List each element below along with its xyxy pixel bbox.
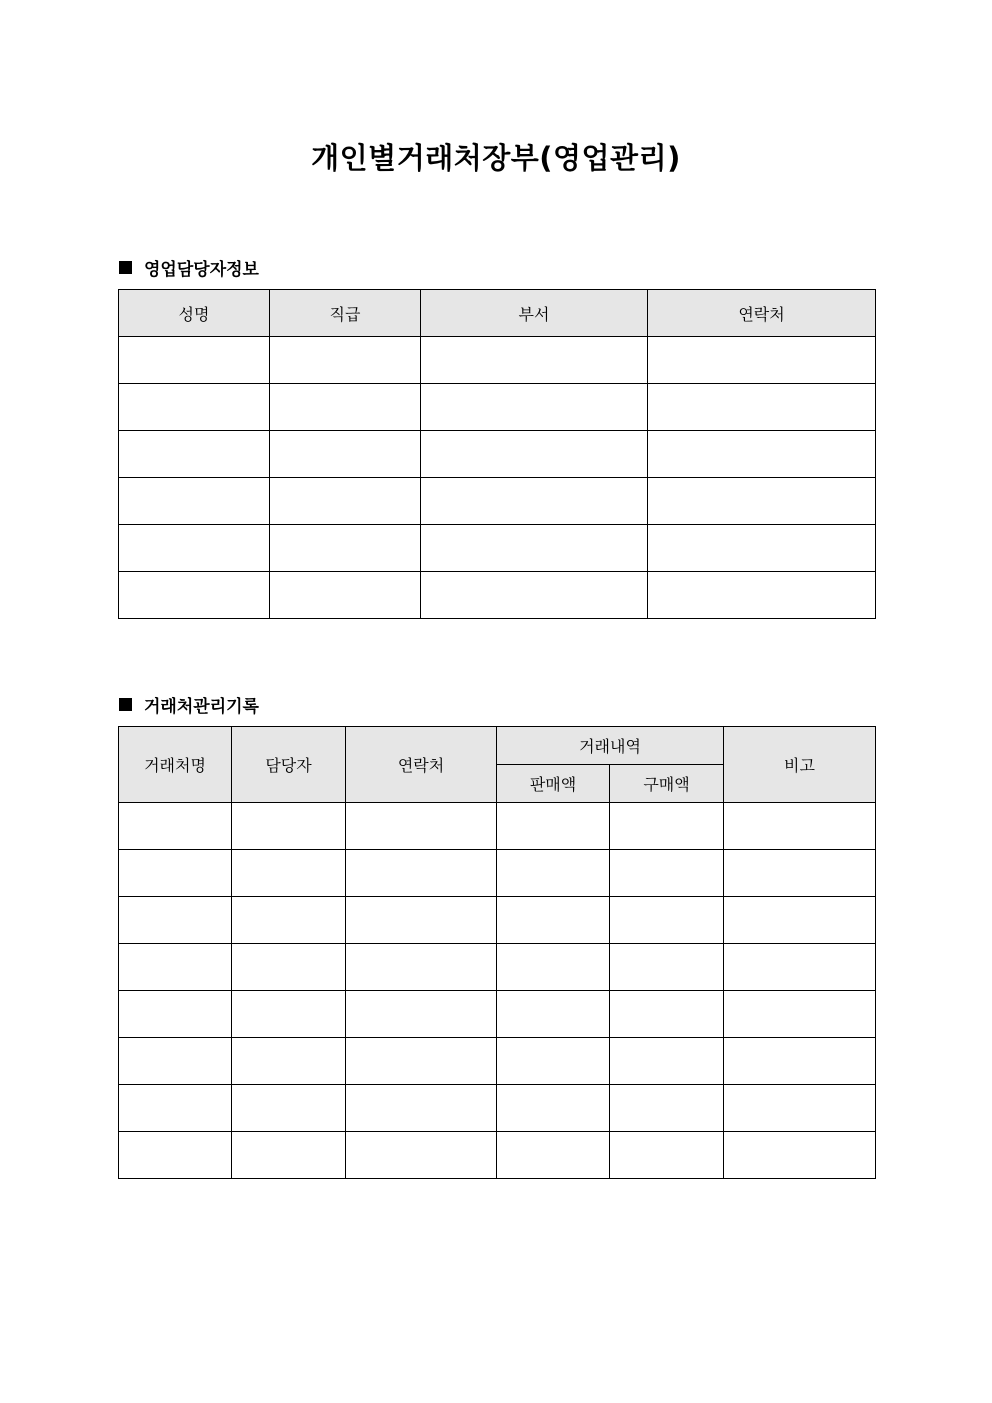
header-remarks: 비고	[724, 727, 876, 803]
table-cell[interactable]	[421, 478, 648, 525]
table-cell[interactable]	[610, 991, 724, 1038]
table-cell[interactable]	[119, 803, 232, 850]
table-cell[interactable]	[232, 850, 346, 897]
table-cell[interactable]	[119, 525, 270, 572]
table-cell[interactable]	[497, 850, 610, 897]
table-cell[interactable]	[119, 1132, 232, 1179]
table-cell[interactable]	[648, 431, 876, 478]
table-cell[interactable]	[119, 897, 232, 944]
header-name: 성명	[119, 290, 270, 337]
table-cell[interactable]	[497, 1085, 610, 1132]
table-cell[interactable]	[119, 944, 232, 991]
table-cell[interactable]	[497, 1038, 610, 1085]
table-cell[interactable]	[648, 384, 876, 431]
header-manager: 담당자	[232, 727, 346, 803]
table-cell[interactable]	[497, 1132, 610, 1179]
header-client-name: 거래처명	[119, 727, 232, 803]
table-cell[interactable]	[119, 1038, 232, 1085]
table-cell[interactable]	[724, 991, 876, 1038]
table-cell[interactable]	[119, 384, 270, 431]
table-row	[119, 572, 876, 619]
sales-rep-table	[118, 289, 876, 619]
table-cell[interactable]	[610, 897, 724, 944]
table-cell[interactable]	[610, 944, 724, 991]
table-row	[119, 384, 876, 431]
table-row	[119, 478, 876, 525]
square-bullet-icon	[119, 698, 132, 711]
table-cell[interactable]	[724, 944, 876, 991]
table-cell[interactable]	[724, 850, 876, 897]
header-contact: 연락처	[648, 290, 876, 337]
table-cell[interactable]	[610, 1038, 724, 1085]
table-cell[interactable]	[497, 944, 610, 991]
section-heading-label: 영업담당자정보	[144, 260, 259, 280]
table-header-row	[119, 727, 876, 765]
table-row	[119, 803, 876, 850]
table-cell[interactable]	[421, 337, 648, 384]
table-cell[interactable]	[119, 478, 270, 525]
table-cell[interactable]	[119, 1085, 232, 1132]
header-department: 부서	[421, 290, 648, 337]
table-row	[119, 431, 876, 478]
table-cell[interactable]	[648, 572, 876, 619]
header-purchases: 구매액	[610, 765, 724, 803]
table-row	[119, 337, 876, 384]
header-contact: 연락처	[346, 727, 497, 803]
table-cell[interactable]	[610, 1085, 724, 1132]
square-bullet-icon	[119, 261, 132, 274]
table-cell[interactable]	[346, 1038, 497, 1085]
table-cell[interactable]	[648, 478, 876, 525]
table-cell[interactable]	[346, 850, 497, 897]
table-row	[119, 1085, 876, 1132]
table-cell[interactable]	[270, 337, 421, 384]
table-cell[interactable]	[270, 572, 421, 619]
client-records-table	[118, 726, 876, 1179]
table-cell[interactable]	[119, 431, 270, 478]
table-row	[119, 944, 876, 991]
table-header-row	[119, 290, 876, 337]
section-heading-label: 거래처관리기록	[144, 697, 259, 717]
table-cell[interactable]	[232, 803, 346, 850]
table-cell[interactable]	[346, 1085, 497, 1132]
table-cell[interactable]	[421, 525, 648, 572]
table-row	[119, 1132, 876, 1179]
table-cell[interactable]	[724, 803, 876, 850]
table-cell[interactable]	[724, 897, 876, 944]
table-cell[interactable]	[610, 850, 724, 897]
table-cell[interactable]	[119, 850, 232, 897]
table-cell[interactable]	[724, 1132, 876, 1179]
table-cell[interactable]	[232, 991, 346, 1038]
table-cell[interactable]	[648, 525, 876, 572]
table-cell[interactable]	[346, 803, 497, 850]
table-cell[interactable]	[610, 803, 724, 850]
table-cell[interactable]	[119, 572, 270, 619]
table-cell[interactable]	[232, 1038, 346, 1085]
table-cell[interactable]	[497, 991, 610, 1038]
table-cell[interactable]	[346, 991, 497, 1038]
table-cell[interactable]	[346, 944, 497, 991]
table-cell[interactable]	[270, 525, 421, 572]
table-cell[interactable]	[421, 572, 648, 619]
table-cell[interactable]	[724, 1038, 876, 1085]
table-row	[119, 991, 876, 1038]
table-row	[119, 850, 876, 897]
table-cell[interactable]	[421, 384, 648, 431]
page-title: 개인별거래처장부(영업관리)	[311, 141, 681, 175]
section-heading-client-records	[119, 692, 259, 717]
header-transactions: 거래내역	[497, 727, 724, 765]
table-row	[119, 1038, 876, 1085]
header-position: 직급	[270, 290, 421, 337]
header-sales: 판매액	[497, 765, 610, 803]
table-cell[interactable]	[497, 803, 610, 850]
table-cell[interactable]	[119, 337, 270, 384]
table-cell[interactable]	[421, 431, 648, 478]
table-cell[interactable]	[232, 944, 346, 991]
table-cell[interactable]	[270, 384, 421, 431]
table-cell[interactable]	[497, 897, 610, 944]
table-cell[interactable]	[232, 1132, 346, 1179]
table-cell[interactable]	[270, 478, 421, 525]
table-cell[interactable]	[346, 1132, 497, 1179]
section-heading-sales-rep	[119, 255, 259, 280]
table-row	[119, 897, 876, 944]
table-cell[interactable]	[119, 991, 232, 1038]
table-cell[interactable]	[346, 897, 497, 944]
table-cell[interactable]	[232, 897, 346, 944]
table-cell[interactable]	[724, 1085, 876, 1132]
table-cell[interactable]	[610, 1132, 724, 1179]
table-cell[interactable]	[270, 431, 421, 478]
table-row	[119, 525, 876, 572]
table-cell[interactable]	[648, 337, 876, 384]
table-cell[interactable]	[232, 1085, 346, 1132]
